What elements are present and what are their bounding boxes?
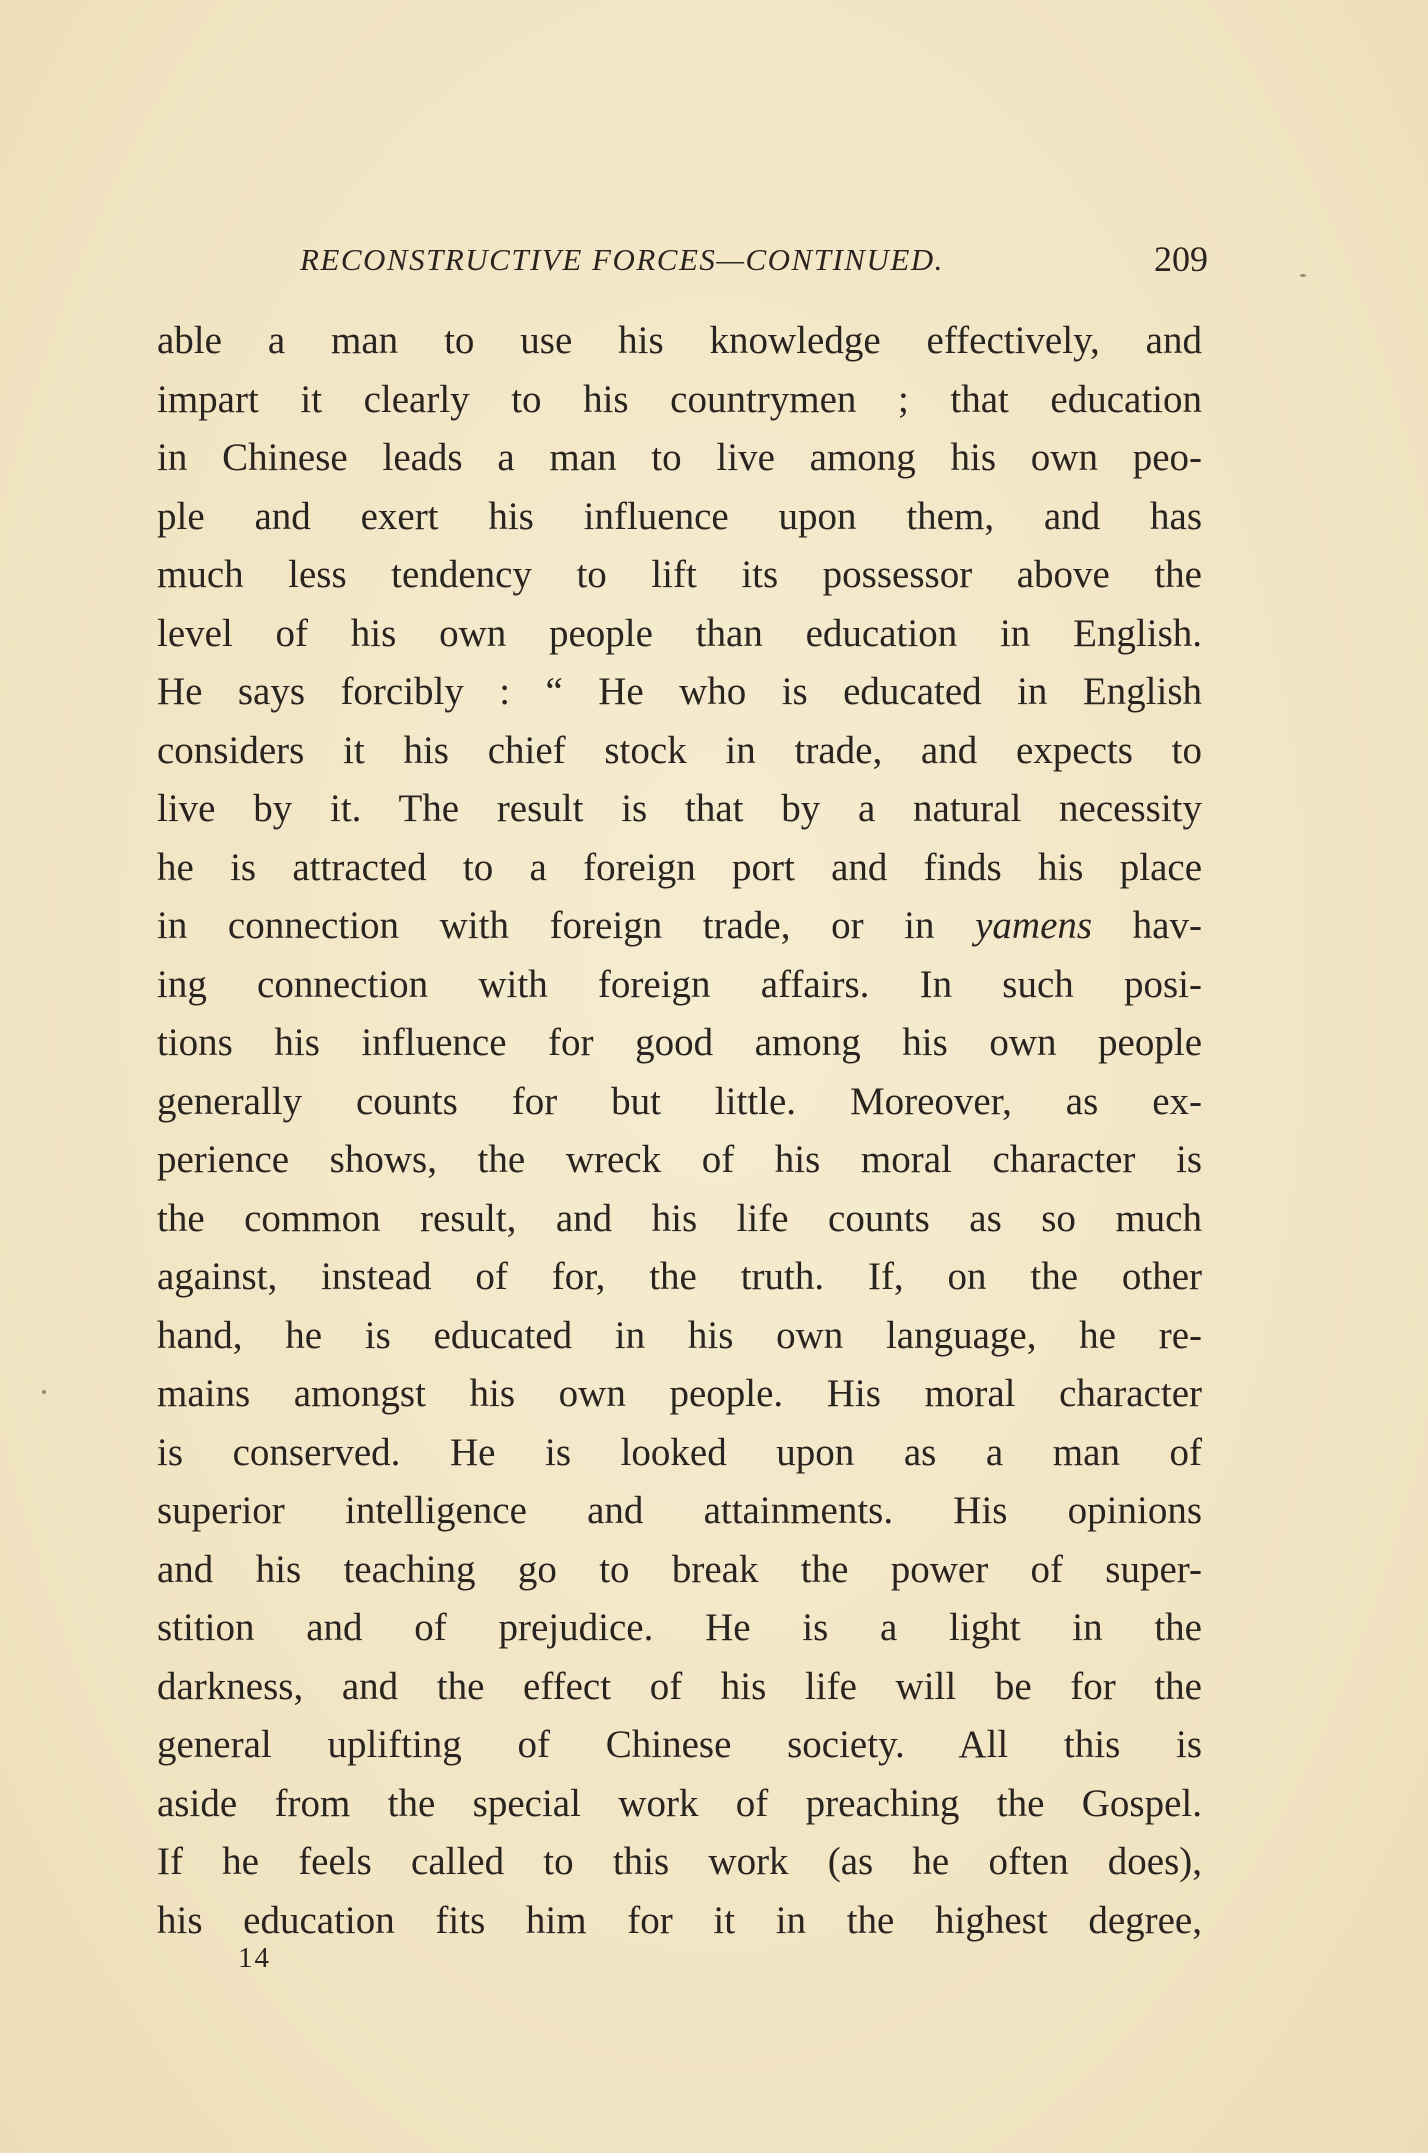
running-head — [300, 238, 1208, 288]
text-line: ple and exert his influence upon them, and has — [157, 494, 1202, 538]
text-line: and his teaching go to break the power of super- — [157, 1547, 1202, 1591]
text-line: generally counts for but little. Moreover, as ex- — [157, 1079, 1202, 1123]
text-line: much less tendency to lift its possessor above the — [157, 553, 1202, 596]
paper-speck — [1300, 274, 1306, 277]
text-line: the common result, and his life counts as so much — [157, 1196, 1202, 1240]
text-segment: in connection with foreign trade, or in — [157, 904, 976, 947]
signature-mark: 14 — [238, 1942, 271, 1974]
text-line: against, instead of for, the truth. If, on the other — [157, 1255, 1202, 1298]
paper-speck — [42, 1390, 46, 1394]
text-line: superior intelligence and attainments. His opinions — [157, 1489, 1202, 1532]
text-line: If he feels called to this work (as he often does), — [157, 1840, 1202, 1883]
running-head-title: RECONSTRUCTIVE FORCES—CONTINUED. — [300, 242, 944, 277]
text-line: considers it his chief stock in trade, and expects to — [157, 728, 1202, 772]
text-line: general uplifting of Chinese society. All this is — [157, 1723, 1202, 1766]
text-line: able a man to use his knowledge effectively, and — [157, 319, 1202, 362]
text-line: he is attracted to a foreign port and finds his place — [157, 845, 1202, 889]
text-line: He says forcibly : “ He who is educated in English — [157, 670, 1202, 713]
text-line: in Chinese leads a man to live among his own peo- — [157, 436, 1202, 479]
text-line: his education fits him for it in the highest degree, — [157, 1898, 1202, 1942]
text-line: impart it clearly to his countrymen ; that education — [157, 377, 1202, 421]
page-number: 209 — [1154, 239, 1208, 279]
text-line: darkness, and the effect of his life will be for the — [157, 1664, 1202, 1708]
text-line-with-italic — [157, 897, 1202, 956]
text-segment: hav- — [1092, 904, 1202, 947]
text-line: stition and of prejudice. He is a light in the — [157, 1606, 1202, 1649]
text-line: hand, he is educated in his own language, he re- — [157, 1313, 1202, 1357]
text-line: perience shows, the wreck of his moral character is — [157, 1138, 1202, 1181]
text-line: ing connection with foreign affairs. In such posi- — [157, 962, 1202, 1006]
text-line: live by it. The result is that by a natural necessity — [157, 787, 1202, 830]
text-line: tions his influence for good among his own people — [157, 1021, 1202, 1064]
text-line: level of his own people than education in English. — [157, 611, 1202, 655]
text-line: aside from the special work of preaching the Gospel. — [157, 1781, 1202, 1825]
text-line: is conserved. He is looked upon as a man of — [157, 1430, 1202, 1474]
body-text — [157, 312, 1202, 1950]
text-line: mains amongst his own people. His moral character — [157, 1372, 1202, 1415]
italic-word: yamens — [975, 904, 1093, 947]
